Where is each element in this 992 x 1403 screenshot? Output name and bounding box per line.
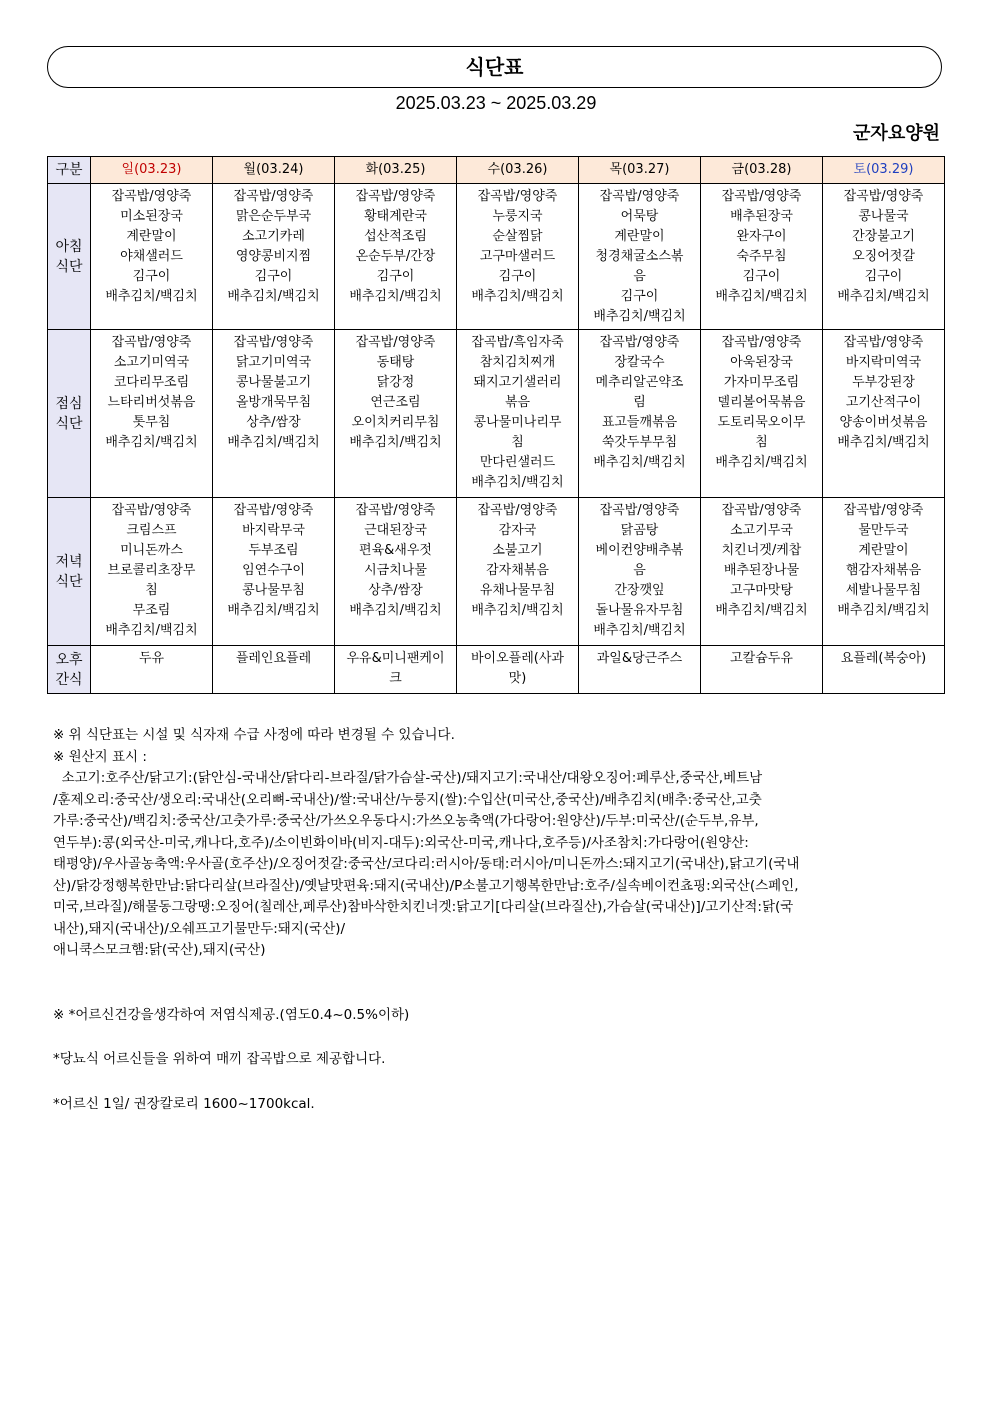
day-header-fri: 금(03.28) [701,157,823,184]
menu-text: 과일&당근주스 [596,651,683,666]
meal-label: 저녁 식단 [48,498,91,646]
menu-cell [91,184,213,330]
dinner-row [48,498,945,646]
menu-cell [213,646,335,694]
menu-text: 잡곡밥/영양죽 바지락무국 두부조림 임연수구이 콩나물무침 배추김치/백김치 [227,503,320,618]
menu-cell [213,184,335,330]
menu-text: 잡곡밥/영양죽 누룽지국 순살찜닭 고구마샐러드 김구이 배추김치/백김치 [471,189,564,304]
menu-cell [701,646,823,694]
menu-text: 잡곡밥/영양죽 근대된장국 편육&새우젓 시금치나물 상추/쌈장 배추김치/백김치 [349,503,442,618]
menu-text: 잡곡밥/영양죽 닭고기미역국 콩나물불고기 올방개묵무침 상추/쌈장 배추김치/백김치 [227,335,320,450]
origin-line: 연두부):콩(외국산-미국,캐나다,호주)/소이빈화이바(비지-대두):외국산-미국,캐나다,호주등)/사조참치:가다랑어(원양산: [53,834,749,851]
menu-cell [335,646,457,694]
menu-text: 잡곡밥/영양죽 장칼국수 메추리알곤약조 림 표고들깨볶음 쑥갓두부무침 배추김치/백김치 [593,335,686,470]
day-header-wed: 수(03.26) [457,157,579,184]
menu-cell [579,330,701,498]
menu-text: 잡곡밥/영양죽 닭곰탕 베이컨양배추볶 음 간장깻잎 돌나물유자무침 배추김치/백김치 [593,503,686,638]
menu-text: 잡곡밥/영양죽 물만두국 계란말이 햄감자채볶음 세발나물무침 배추김치/백김치 [837,503,930,618]
menu-text: 잡곡밥/영양죽 바지락미역국 두부강된장 고기산적구이 양송이버섯볶음 배추김치/백김치 [837,335,930,450]
menu-cell [701,330,823,498]
menu-cell [701,498,823,646]
menu-cell [335,184,457,330]
origin-line: 내산),돼지(국내산)/오쉐프고기물만두:돼지(국산)/ [53,920,346,937]
day-header-thu: 목(03.27) [579,157,701,184]
menu-text: 잡곡밥/영양죽 아욱된장국 가자미무조림 델리볼어묵볶음 도토리묵오이무 침 배추김치/백김치 [715,335,808,470]
menu-cell [457,184,579,330]
menu-cell [579,498,701,646]
menu-cell [823,330,945,498]
diabetes-note: *당뇨식 어르신들을 위하여 매끼 잡곡밥으로 제공합니다. [53,1051,386,1067]
menu-cell [823,498,945,646]
menu-cell [701,184,823,330]
origin-line: 가루:중국산)/백김치:중국산/고춧가루:중국산/가쓰오우동다시:가쓰오농축액(가다랑어:원양산)/두부:미국산/(순두부,유부, [53,813,759,829]
origin-line: 태평양)/우사골농축액:우사골(호주산)/오징어젓갈:중국산/코다리:러시아/동태:러시아/미니돈까스:돼지고기(국내산),닭고기(국내 [53,856,800,872]
menu-text: 잡곡밥/영양죽 황태계란국 섭산적조림 온순두부/간장 김구이 배추김치/백김치 [349,189,442,304]
origin-heading: ※ 원산지 표시 : [53,748,147,765]
lunch-row [48,330,945,498]
menu-text: 고칼슘두유 [730,651,793,666]
menu-text: 플레인요플레 [235,651,312,666]
menu-text: 바이오플레(사과 맛) [471,651,564,686]
menu-text: 잡곡밥/영양죽 배추된장국 완자구이 숙주무침 김구이 배추김치/백김치 [715,189,808,304]
organization-name: 군자요양원 [853,123,940,144]
date-range: 2025.03.23 ~ 2025.03.29 [395,93,597,113]
menu-cell [213,330,335,498]
day-header-mon: 월(03.24) [213,157,335,184]
origin-line: 애니쿡스모크햄:닭(국산),돼지(국산) [53,942,266,958]
menu-cell [335,330,457,498]
origin-line: 소고기:호주산/닭고기:(닭안심-국내산/닭다리-브라질/닭가슴살-국산)/돼지고기:국내산/대왕오징어:페루산,중국산,베트남 [53,770,763,786]
origin-line: 미국,브라질)/해물동그랑땡:오징어(칠레산,페루산)참바삭한치킨너겟:닭고기[다리살(브라질산),가슴살(국내산)]/고기산적:닭(국 [53,899,794,915]
meal-label: 점심 식단 [48,330,91,498]
menu-text: 잡곡밥/영양죽 동태탕 닭강정 연근조림 오이치커리무침 배추김치/백김치 [349,335,442,450]
menu-text: 요플레(복숭아) [840,651,927,666]
low-salt-note: ※ *어르신건강을생각하여 저염식제공.(염도0.4~0.5%이하) [53,1006,410,1023]
meal-label: 오후 간식 [48,646,91,694]
day-header-sat: 토(03.29) [823,157,945,184]
menu-text: 잡곡밥/영양죽 크림스프 미니돈까스 브로콜리초장무 침 무조림 배추김치/백김치 [105,503,198,638]
menu-text: 잡곡밥/영양죽 감자국 소불고기 감자채볶음 유채나물무침 배추김치/백김치 [471,503,564,618]
menu-cell [579,646,701,694]
menu-text: 잡곡밥/영양죽 소고기미역국 코다리무조림 느타리버섯볶음 톳무침 배추김치/백김치 [105,335,198,450]
origin-line: /훈제오리:중국산/생오리:국내산(오리뼈-국내산)/쌀:국내산/누룽지(쌀):수입산(미국산,중국산)/배추김치(배추:중국산,고춧 [53,791,762,808]
day-header-tue: 화(03.25) [335,157,457,184]
page-title: 식단표 [47,46,942,88]
menu-text: 두유 [138,651,165,666]
change-notice: ※ 위 식단표는 시설 및 식자재 수급 사정에 따라 변경될 수 있습니다. [53,727,455,743]
breakfast-row [48,184,945,330]
menu-text: 잡곡밥/영양죽 어묵탕 계란말이 청경채굴소스볶 음 김구이 배추김치/백김치 [593,189,686,324]
day-header-sun: 일(03.23) [91,157,213,184]
menu-cell [457,498,579,646]
menu-cell [823,184,945,330]
menu-text: 잡곡밥/영양죽 미소된장국 계란말이 야채샐러드 김구이 배추김치/백김치 [105,189,198,304]
corner-label: 구분 [48,157,91,184]
menu-table [47,156,945,694]
menu-text: 우유&미니팬케이 크 [346,651,445,686]
table-header-row [48,157,945,184]
menu-cell [335,498,457,646]
menu-cell [213,498,335,646]
menu-cell [91,498,213,646]
snack-row [48,646,945,694]
menu-cell [457,646,579,694]
meal-label: 아침 식단 [48,184,91,330]
menu-cell [91,646,213,694]
menu-text: 잡곡밥/영양죽 소고기무국 치킨너겟/케찹 배추된장나물 고구마맛탕 배추김치/백김치 [715,503,808,618]
notes-section [53,725,938,1115]
menu-cell [91,330,213,498]
menu-cell [457,330,579,498]
menu-text: 잡곡밥/흑임자죽 참치김치찌개 돼지고기샐러리 볶음 콩나물미나리무 침 만다린샐러드 배추김치/백김치 [471,335,564,490]
calorie-note: *어르신 1일/ 권장칼로리 1600~1700kcal. [53,1095,315,1112]
menu-text: 잡곡밥/영양죽 콩나물국 간장불고기 오징어젓갈 김구이 배추김치/백김치 [837,189,930,304]
menu-cell [823,646,945,694]
menu-text: 잡곡밥/영양죽 맑은순두부국 소고기카레 영양콩비지찜 김구이 배추김치/백김치 [227,189,320,304]
menu-cell [579,184,701,330]
origin-line: 산)/닭강정행복한만남:닭다리살(브라질산)/옛날맛편육:돼지(국내산)/P소불고기행복한만남:호주/실속베이컨쵸핑:외국산(스페인, [53,877,799,894]
